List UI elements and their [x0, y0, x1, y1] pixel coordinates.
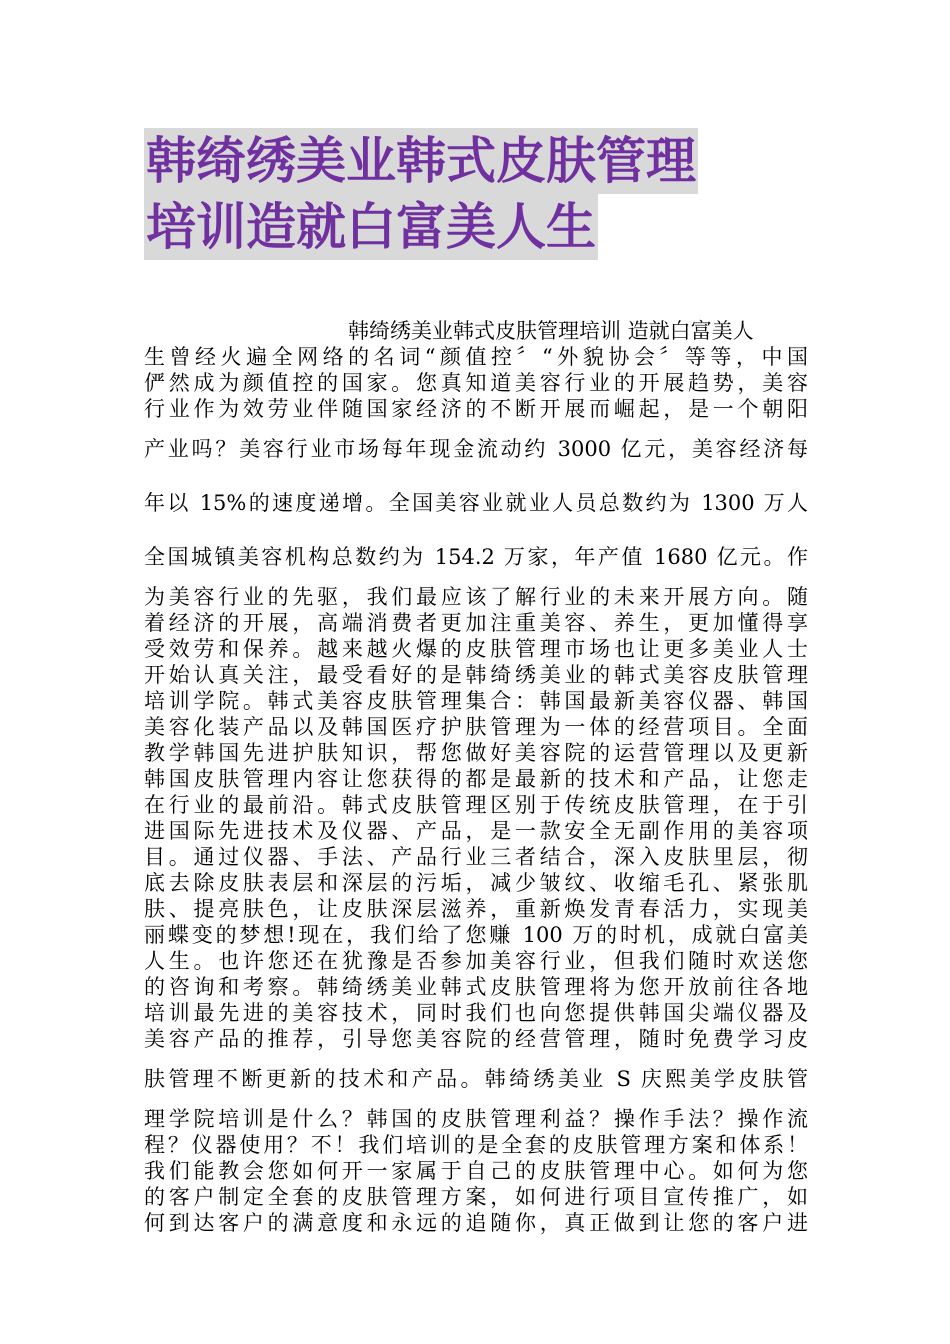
body-line: 肤、提亮肤色，让皮肤深层滋养，重新焕发青春活力，实现美	[144, 897, 808, 921]
body-line: 俨然成为颜值控的国家。您真知道美容行业的开展趋势，美容	[144, 371, 808, 395]
body-line: 开始认真关注，最受看好的是韩绮绣美业的韩式美容皮肤管理	[144, 663, 808, 687]
body-line: 培训学院。韩式美容皮肤管理集合：韩国最新美容仪器、韩国	[144, 689, 808, 713]
body-line: 韩国皮肤管理内容让您获得的都是最新的技术和产品，让您走	[144, 767, 808, 791]
body-line: 我们能教会您如何开一家属于自己的皮肤管理中心。如何为您	[144, 1159, 808, 1183]
body-line: 的客户制定全套的皮肤管理方案，如何进行项目宣传推广，如	[144, 1185, 808, 1209]
body-line: 丽蝶变的梦想!现在，我们给了您赚 100 万的时机，成就白富美	[144, 923, 808, 947]
body-line: 为美容行业的先驱，我们最应该了解行业的未来开展方向。随	[144, 585, 808, 609]
body-line: 着经济的开展，高端消费者更加注重美容、养生，更加懂得享	[144, 611, 808, 635]
body-line: 人生。也许您还在犹豫是否参加美容行业，但我们随时欢送您	[144, 949, 808, 973]
body-line: 的咨询和考察。韩绮绣美业韩式皮肤管理将为您开放前往各地	[144, 975, 808, 999]
body-line: 产业吗？美容行业市场每年现金流动约 3000 亿元，美容经济每	[144, 437, 808, 461]
body-line: 行业作为效劳业伴随国家经济的不断开展而崛起，是一个朝阳	[144, 397, 808, 421]
body-line: 肤管理不断更新的技术和产品。韩绮绣美业 S 庆熙美学皮肤管	[144, 1067, 808, 1091]
body-line: 在行业的最前沿。韩式皮肤管理区别于传统皮肤管理，在于引	[144, 793, 808, 817]
body-line: 目。通过仪器、手法、产品行业三者结合，深入皮肤里层，彻	[144, 845, 808, 869]
body-line: 年以 15%的速度递增。全国美容业就业人员总数约为 1300 万人	[144, 491, 808, 515]
document-title	[144, 128, 824, 260]
body-line: 理学院培训是什么？韩国的皮肤管理利益？操作手法？操作流	[144, 1107, 808, 1131]
body-line: 程？仪器使用？不！我们培训的是全套的皮肤管理方案和体系！	[144, 1133, 808, 1157]
body-text	[144, 318, 808, 1236]
title-line-1: 韩绮绣美业韩式皮肤管理	[144, 128, 698, 194]
body-line: 美容化装产品以及韩国医疗护肤管理为一体的经营项目。全面	[144, 715, 808, 739]
body-line: 底去除皮肤表层和深层的污垢，减少皱纹、收缩毛孔、紧张肌	[144, 871, 808, 895]
body-line: 全国城镇美容机构总数约为 154.2 万家，年产值 1680 亿元。作	[144, 545, 808, 569]
title-line-2: 培训造就白富美人生	[144, 194, 598, 260]
body-line: 受效劳和保养。越来越火爆的皮肤管理市场也让更多美业人士	[144, 637, 808, 661]
body-line: 教学韩国先进护肤知识，帮您做好美容院的运营管理以及更新	[144, 741, 808, 765]
body-line: 培训最先进的美容技术，同时我们也向您提供韩国尖端仪器及	[144, 1001, 808, 1025]
body-line: 生曾经火遍全网络的名词“颜值控〞“外貌协会〞等等，中国	[144, 345, 808, 369]
body-line: 进国际先进技术及仪器、产品，是一款安全无副作用的美容项	[144, 819, 808, 843]
body-line: 何到达客户的满意度和永远的追随你，真正做到让您的客户进	[144, 1211, 808, 1235]
body-line: 韩绮绣美业韩式皮肤管理培训 造就白富美人	[348, 319, 754, 343]
body-line: 美容产品的推荐，引导您美容院的经营管理，随时免费学习皮	[144, 1027, 808, 1051]
